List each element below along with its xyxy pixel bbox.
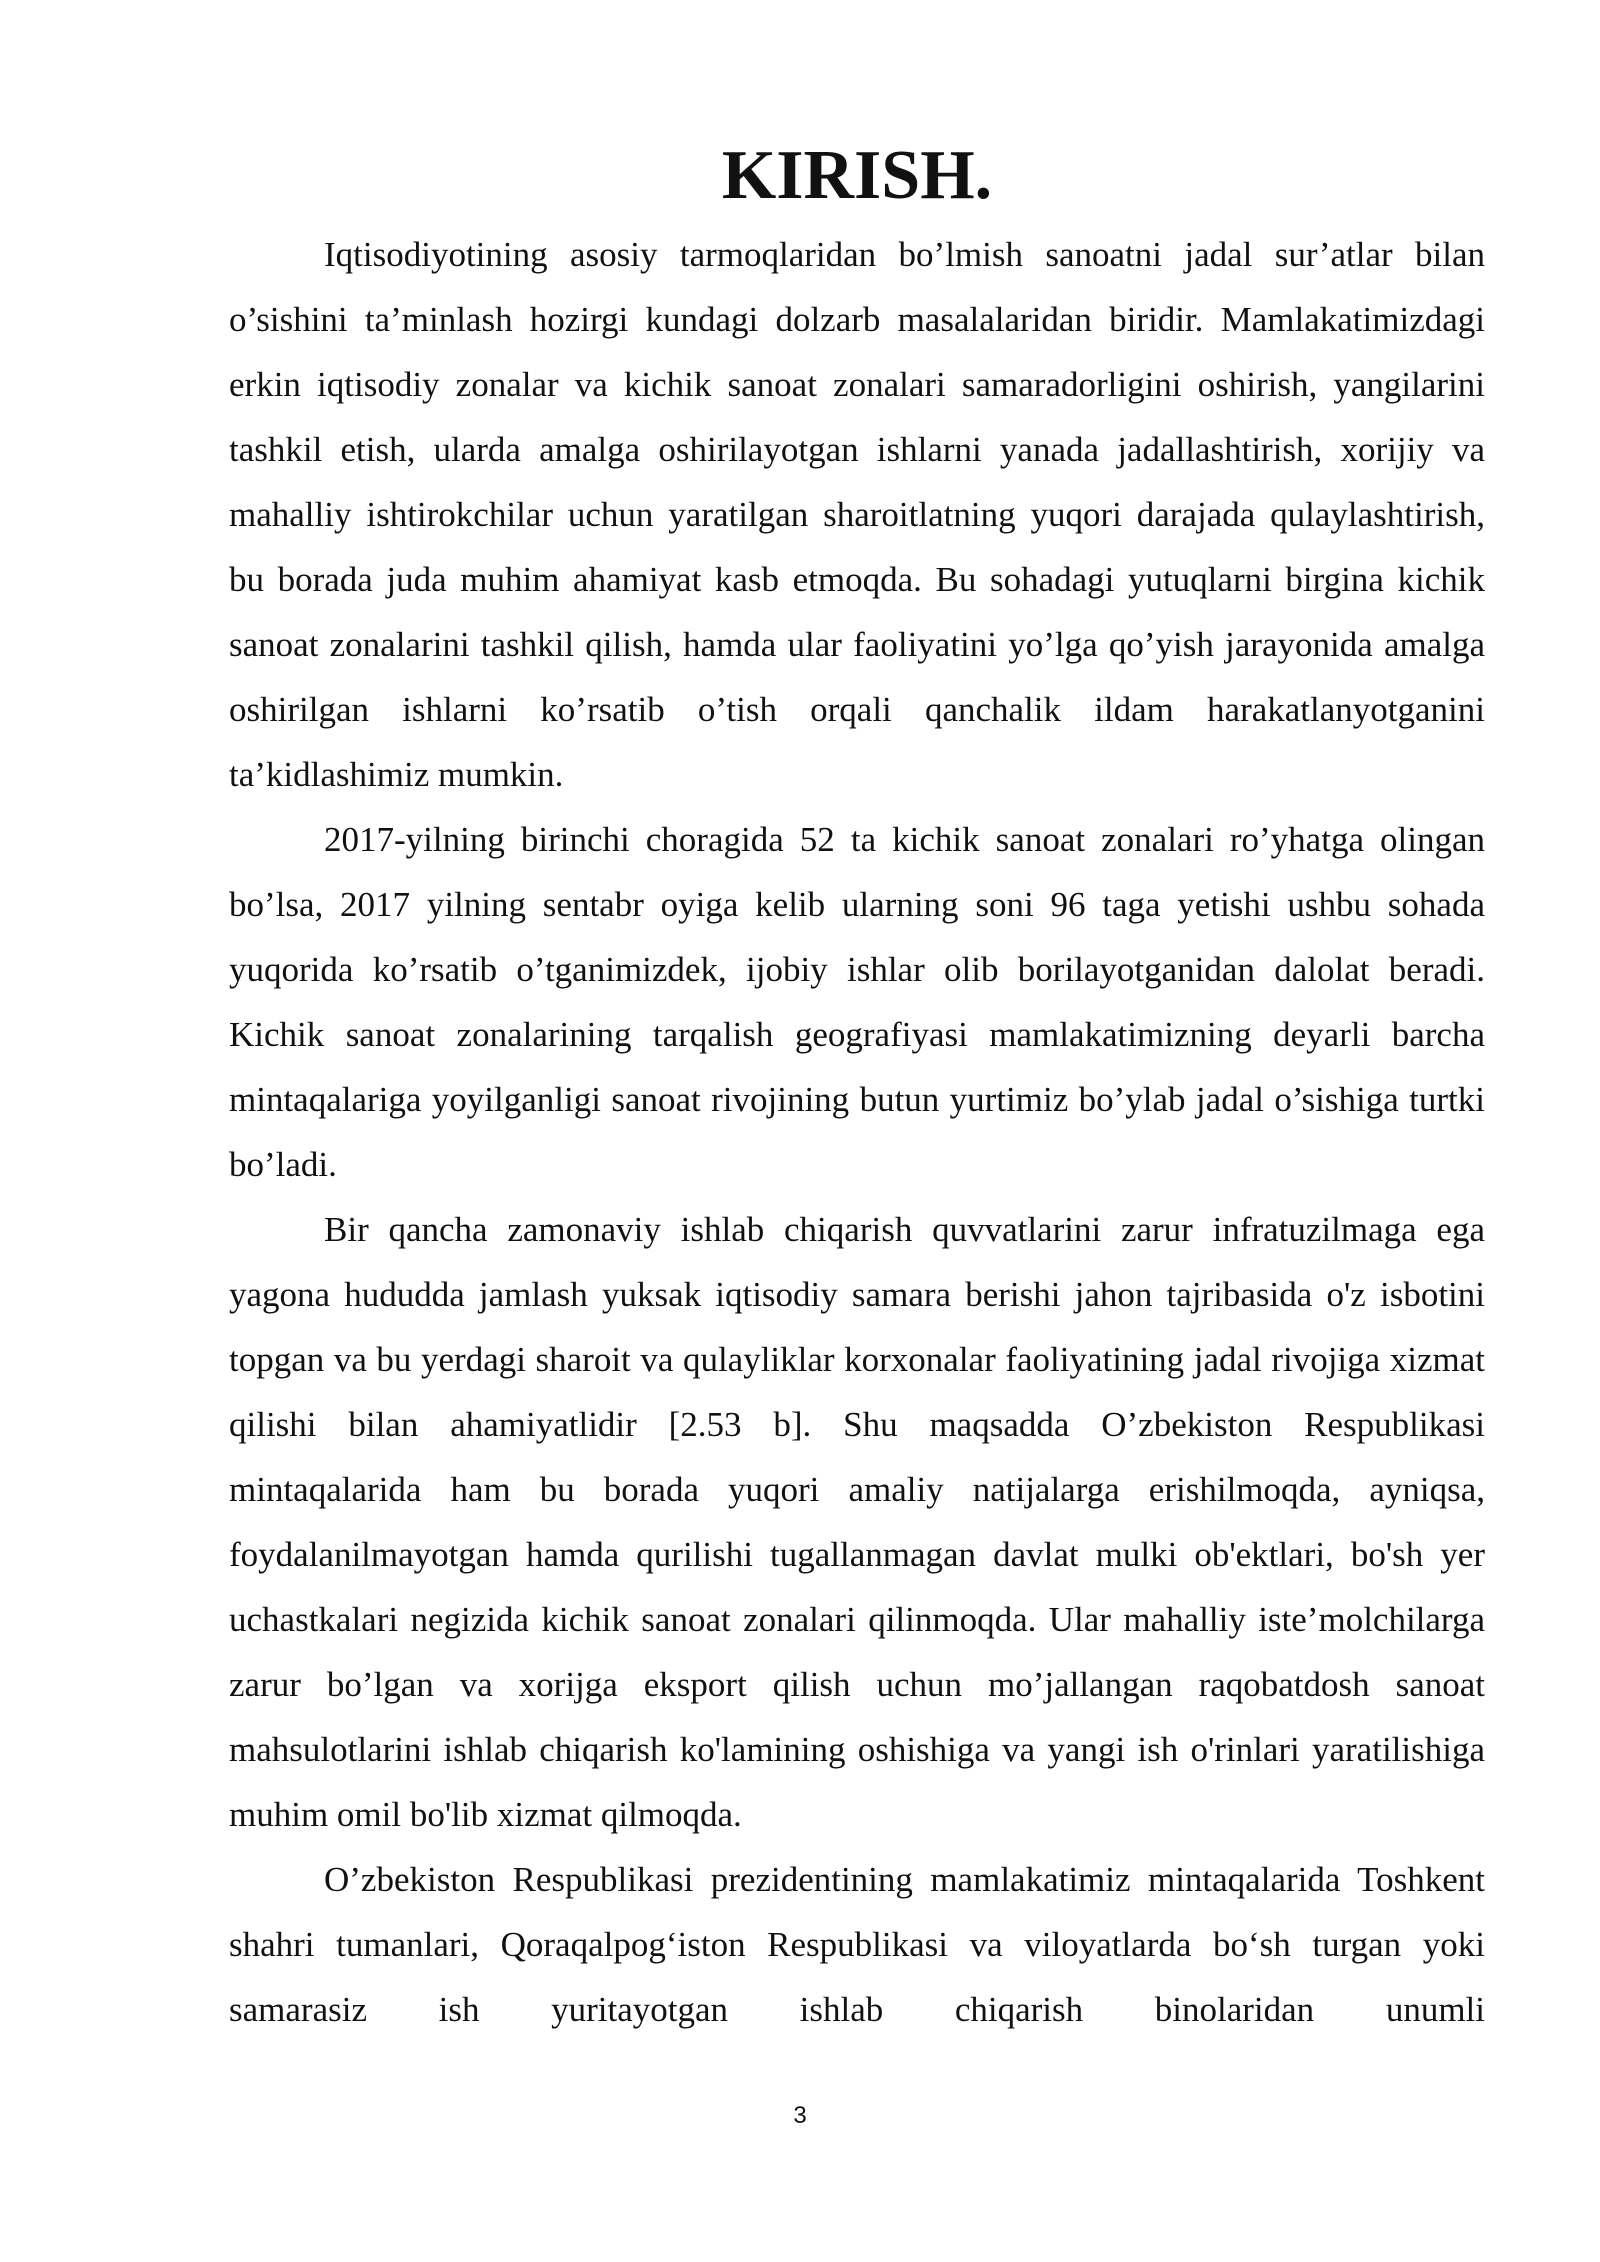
section-title: KIRISH. (721, 137, 993, 214)
paragraph-1: Iqtisodiyotining asosiy tarmoqlaridan bo’lmish sanoatni jadal sur’atlar bilan o’sishini ta’minlash hozirgi kundagi dolzarb masalalaridan biridir. Mamlakatimizdagi erkin iqtisodiy zonalar va kichik sanoat zonalari samaradorligini oshirish, yangilarini tashkil etish, ularda amalga oshirilayotgan ishlarni yanada jadallashtirish, xorijiy va mahalliy ishtirokchilar uchun yaratilgan sharoitlatning yuqori darajada qulaylashtirish, bu borada juda muhim ahamiyat kasb etmoqda. Bu sohadagi yutuqlarni birgina kichik sanoat zonalarini tashkil qilish, hamda ular faoliyatini yo’lga qo’yish jarayonida amalga oshirilgan ishlarni ko’rsatib o’tish orqali qanchalik ildam harakatlanyotganini ta’kidlashimiz mumkin. (229, 235, 1485, 794)
paragraph-2: 2017-yilning birinchi choragida 52 ta kichik sanoat zonalari ro’yhatga olingan bo’lsa, 2017 yilning sentabr oyiga kelib ularning soni 96 taga yetishi ushbu sohada yuqorida ko’rsatib o’tganimizdek, ijobiy ishlar olib borilayotganidan dalolat beradi. Kichik sanoat zonalarining tarqalish geografiyasi mamlakatimizning deyarli barcha mintaqalariga yoyilganligi sanoat rivojining butun yurtimiz bo’ylab jadal o’sishiga turtki bo’ladi. (229, 820, 1485, 1184)
page-content (229, 137, 1485, 2042)
page-number: 3 (793, 2102, 807, 2129)
paragraph-3: Bir qancha zamonaviy ishlab chiqarish quvvatlarini zarur infratuzilmaga ega yagona hududda jamlash yuksak iqtisodiy samara berishi jahon tajribasida o'z isbotini topgan va bu yerdagi sharoit va qulayliklar korxonalar faoliyatining jadal rivojiga xizmat qilishi bilan ahamiyatlidir [2.53 b]. Shu maqsadda O’zbekiston Respublikasi mintaqalarida ham bu borada yuqori amaliy natijalarga erishilmoqda, ayniqsa, foydalanilmayotgan hamda qurilishi tugallanmagan davlat mulki ob'ektlari, bo'sh yer uchastkalari negizida kichik sanoat zonalari qilinmoqda. Ular mahalliy iste’molchilarga zarur bo’lgan va xorijga eksport qilish uchun mo’jallangan raqobatdosh sanoat mahsulotlarini ishlab chiqarish ko'lamining oshishiga va yangi ish o'rinlari yaratilishiga muhim omil bo'lib xizmat qilmoqda. (229, 1210, 1485, 1834)
paragraph-4: O’zbekiston Respublikasi prezidentining mamlakatimiz mintaqalarida Toshkent shahri tumanlari, Qoraqalpog‘iston Respublikasi va viloyatlarda bo‘sh turgan yoki samarasiz ish yuritayotgan ishlab chiqarish binolaridan unumli (229, 1860, 1485, 2029)
